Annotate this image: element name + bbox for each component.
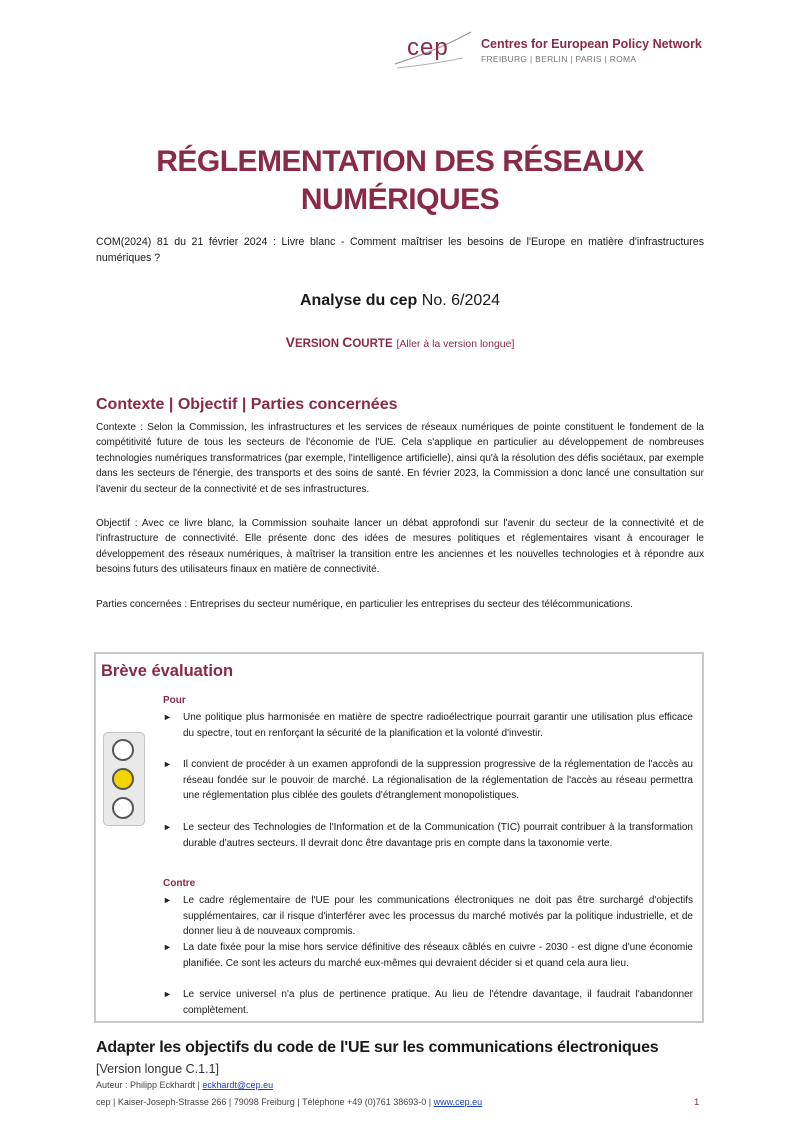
pour-item: ► Une politique plus harmonisée en matière de spectre radioélectrique pourrait garantir une utilisation plus efficace du spectre, tout en renforçant la sécurité de la planification et la volonté d'investir. xyxy=(163,712,693,739)
traffic-light-middle-active xyxy=(112,768,134,790)
contre-label: Contre xyxy=(163,878,196,889)
section-title: Adapter les objectifs du code de l'UE sur les communications électroniques xyxy=(96,1039,659,1056)
bullet-arrow-icon: ► xyxy=(163,822,172,832)
org-name: Centres for European Policy Network xyxy=(481,37,702,51)
footer-address xyxy=(96,1097,482,1107)
org-cities: FREIBURG | BERLIN | PARIS | ROMA xyxy=(481,54,637,64)
title-line-1: RÉGLEMENTATION DES RÉSEAUX xyxy=(156,145,644,178)
long-version-link[interactable]: [Aller à la version longue] xyxy=(396,338,515,350)
bullet-arrow-icon: ► xyxy=(163,712,172,722)
long-version-reference[interactable]: [Version longue C.1.1] xyxy=(96,1062,219,1076)
document-reference: COM(2024) 81 du 21 février 2024 : Livre blanc - Comment maîtriser les besoins de l'Europe en matière d'infrastructures numériques ? xyxy=(96,236,704,264)
analysis-label: Analyse du cep xyxy=(299,292,418,309)
contre-item: ► Le cadre réglementaire de l'UE pour les communications électroniques ne doit pas être surchargé d'objectifs supplémentaires, car il risque d'interférer avec les processus du marché motivés par la politique industrielle, et de donner lieu à de nouveaux compromis. xyxy=(163,895,693,938)
author-email-link[interactable]: eckhardt@cep.eu xyxy=(202,1080,274,1090)
pour-label: Pour xyxy=(163,695,186,706)
logo-text: cep xyxy=(407,34,449,61)
bullet-arrow-icon: ► xyxy=(163,989,172,999)
version-c: C xyxy=(342,334,353,350)
bullet-arrow-icon: ► xyxy=(163,942,172,952)
context-paragraph: Contexte : Selon la Commission, les infrastructures et les services de réseaux numériques de pointe constituent le fondement de la compétitivité future de tous les secteurs de l'économie de l'UE. Cela s'applique en particulier au développement de nombreuses technologies numériques transformatrices (par exemple, l'intelligence artificielle), ainsi qu'à la résolution des défis sociétaux, par exemple dans les secteurs de l'énergie, des transports et des soins de santé. En février 2023, la Commission a donc lancé une consultation sur l'avenir du secteur de la connectivité et de ses infrastructures. xyxy=(96,422,704,495)
page-title xyxy=(0,143,800,219)
version-v: V xyxy=(285,334,295,350)
bullet-arrow-icon: ► xyxy=(163,895,172,905)
objective-paragraph: Objectif : Avec ce livre blanc, la Commission souhaite lancer un débat approfondi sur l'avenir du secteur de la connectivité et de l'infrastructure de connectivité. Elle présente donc des idées de mesures politiques et réglementaires visant à encourager le développement des réseaux numériques, à maîtriser la transition entre les anciennes et les nouvelles technologies et à répondre aux besoins futurs des utilisateurs finaux en matière de connectivité. xyxy=(96,518,704,576)
context-heading: Contexte | Objectif | Parties concernées xyxy=(96,396,398,413)
contre-item: ► Le service universel n'a plus de pertinence pratique. Au lieu de l'étendre davantage, il faudrait l'abandonner complètement. xyxy=(163,989,693,1016)
traffic-light-icon xyxy=(103,732,145,826)
stakeholders-paragraph: Parties concernées : Entreprises du secteur numérique, en particulier les entreprises du secteur des télécommunications. xyxy=(96,599,633,610)
version-courte-rest: OURTE xyxy=(352,338,393,350)
evaluation-heading: Brève évaluation xyxy=(101,662,234,680)
version-rest: ERSION xyxy=(294,338,343,350)
bullet-arrow-icon: ► xyxy=(163,759,172,769)
page-number: 1 xyxy=(694,1097,700,1108)
pour-item: ► Le secteur des Technologies de l'Information et de la Communication (TIC) pourrait contribuer à la transformation durable d'autres secteurs. Il devrait donc être davantage pris en compte dans la taxonomie verte. xyxy=(163,822,693,849)
cep-logo xyxy=(393,28,473,74)
author-label: Auteur : Philipp Eckhardt | xyxy=(96,1080,203,1090)
title-line-2: NUMÉRIQUES xyxy=(300,183,500,216)
author-line xyxy=(96,1080,273,1090)
contre-item: ► La date fixée pour la mise hors service définitive des réseaux câblés en cuivre - 2030 - est digne d'une économie planifiée. Ce sont les acteurs du marché eux-mêmes qui devraient décider si et quand cela aura lieu. xyxy=(163,942,693,969)
traffic-light-top xyxy=(112,739,134,761)
analysis-number xyxy=(0,292,800,310)
pour-item: ► Il convient de procéder à un examen approfondi de la suppression progressive de la réglementation de l'accès au réseau fondée sur le pouvoir de marché. La régionalisation de la réglementation de l'accès au réseau permettra une réglementation plus ciblée des goulets d'étranglement monopolistiques. xyxy=(163,759,693,802)
website-link[interactable]: www.cep.eu xyxy=(433,1097,483,1107)
traffic-light-bottom xyxy=(112,797,134,819)
analysis-no: No. 6/2024 xyxy=(421,292,501,309)
version-heading xyxy=(0,334,800,350)
address-text: cep | Kaiser-Joseph-Strasse 266 | 79098 Freiburg | Téléphone +49 (0)761 38693-0 | xyxy=(96,1097,434,1107)
